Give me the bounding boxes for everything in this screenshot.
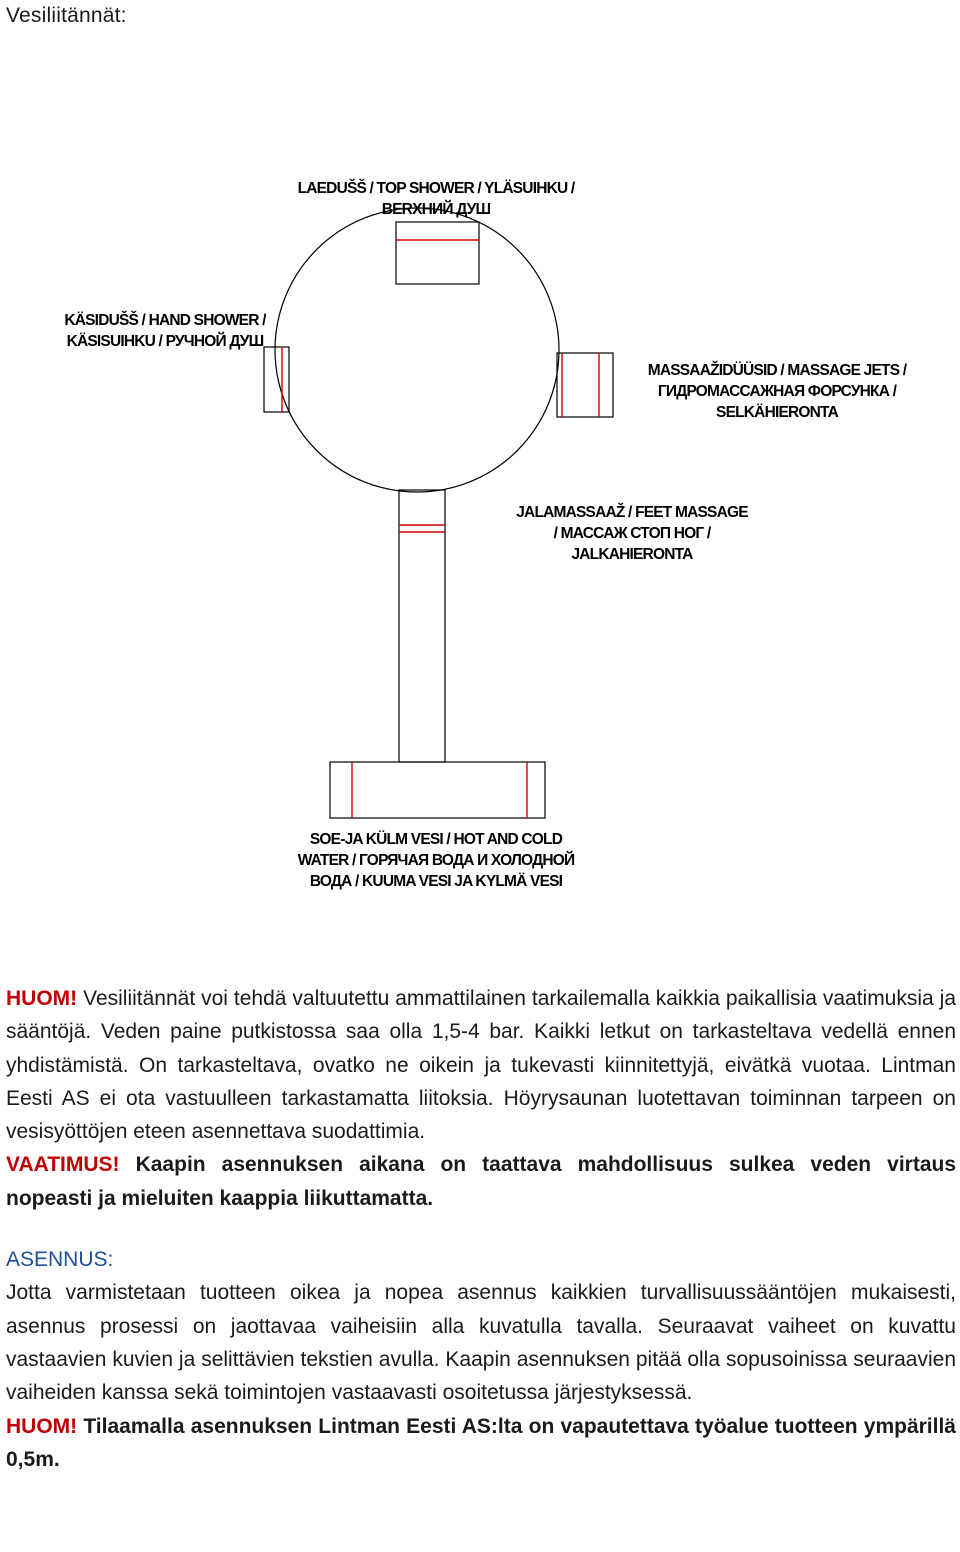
requirement-text: Kaapin asennuksen aikana on taattava mahdollisuus sulkea veden virtaus nopeasti ja mieluiten kaappia liikuttamatta. [6, 1153, 956, 1210]
workspace-paragraph [6, 1410, 956, 1477]
huom-label: HUOM! [6, 987, 78, 1010]
notice-text-c: Höyrysaunan luotettavan toiminnan tarpeen on vesisyöttöjen eteen asennettava suodattimia. [6, 1086, 956, 1144]
feet-massage-stem [399, 490, 445, 762]
requirement-paragraph [6, 1148, 956, 1215]
install-title: ASENNUS: [6, 1248, 114, 1272]
water-inlet-block [330, 762, 545, 818]
feet-massage-label: JALAMASSAAŽ / FEET MASSAGE / МАССАЖ СТОП НОГ / JALKAHIERONTA [516, 504, 748, 563]
top-shower-connector [396, 222, 479, 284]
notice-section [6, 982, 956, 1476]
massage-jets-label: MASSAAŽIDÜÜSID / MASSAGE JETS / ГИДРОМАССАЖНАЯ ФОРСУНКА / SELKÄHIERONTA [647, 362, 907, 421]
top-shower-label: LAEDUŠŠ / TOP SHOWER / YLÄSUIHKU / BERXНИЙ ДУШ [297, 180, 575, 218]
vaatimus-label: VAATIMUS! [6, 1153, 120, 1177]
install-paragraph [6, 1276, 956, 1409]
page-heading: Vesiliitännät: [6, 4, 127, 27]
huom-label-2: HUOM! [6, 1414, 78, 1438]
notice-text-b: On tarkasteltava, ovatko ne oikein ja tukevasti kiinnitettyjä, eivätkä vuotaa. Lintman Eesti AS ei ota vastuulleen tarkastamatta liitoksia. [6, 1053, 956, 1110]
install-title-line [6, 1243, 956, 1276]
install-text-a: Jotta varmistetaan tuotteen oikea ja nopea asennus kaikkien turvallisuussääntöjen mukaisesti, asennus prosessi on jaottavaa vaiheisiin alla kuvatulla tavalla. [6, 1281, 956, 1338]
install-text-b: Seuraavat vaiheet on kuvattu vastaavien kuvien ja selittävien tekstien avulla. Kaapin asennuksen pitää olla sopusoinissa seuraavien vaiheiden kanssa sekä toimintojen vastaavasti osoitetussa järjestyksessä. [6, 1314, 956, 1405]
hand-shower-label: KÄSIDUŠŠ / HAND SHOWER / KÄSISUIHKU / РУЧНОЙ ДУШ [64, 312, 266, 350]
notice-text-a: Vesiliitännät voi tehdä valtuutettu ammattilainen tarkailemalla kaikkia paikallisia vaatimuksia ja sääntöjä. Veden paine putkistossa saa olla 1,5-4 bar. Kaikki letkut on tarkasteltava vedellä ennen yhdistämistä. [6, 987, 956, 1077]
workspace-text: Tilaamalla asennuksen Lintman Eesti AS:lta on vapautettava työalue tuotteen ympärillä 0,5m. [6, 1414, 956, 1471]
notice-paragraph [6, 982, 956, 1148]
water-inlet-label: SOE-JA KÜLM VESI / HOT AND COLD WATER / ГОРЯЧАЯ ВОДА И ХОЛОДНОЙ ВОДА / KUUMA VESI JA KYLMÄ VESI [297, 831, 575, 890]
valve-body-circle [275, 208, 559, 492]
massage-jets-connector [557, 353, 613, 417]
